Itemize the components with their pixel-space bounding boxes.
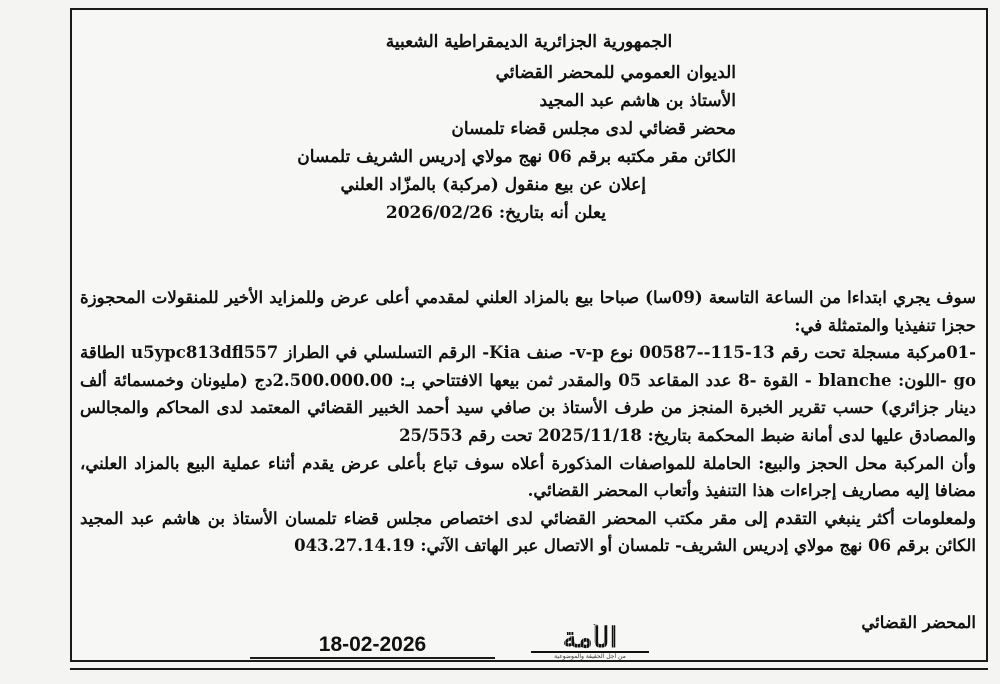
bailiff-name: الأستاذ بن هاشم عبد المجيد — [539, 91, 736, 111]
newspaper-logo-text: الأمة — [562, 621, 618, 654]
notice-date: يعلن أنه بتاريخ: 2026/02/26 — [385, 203, 606, 223]
office-name: الديوان العمومي للمحضر القضائي — [495, 63, 736, 83]
announcement-body — [80, 284, 976, 560]
body-paragraph-intro: سوف يجري ابتداءا من الساعة التاسعة (09سا) صباحا بيع بالمزاد العلني لمقدمي أعلى عرض وللمزايد الأخير للمنقولات المحجوزة حجزا تنفيذيا والمتمثلة في: — [80, 288, 977, 335]
publication-date: 18-02-2026 — [250, 633, 495, 659]
body-paragraph-contact: ولمعلومات أكثر ينبغي التقدم إلى مقر مكتب المحضر القضائي لدى اختصاص مجلس قضاء تلمسان الأستاذ بن هاشم عبد المجيد الكائن برقم 06 نهج مولاي إدريس الشريف- تلمسان أو الاتصال عبر الهاتف الآتي: 043.27.14.19 — [80, 508, 976, 556]
announcement-frame — [70, 8, 988, 662]
newspaper-logo — [530, 621, 650, 660]
republic-heading: الجمهورية الجزائرية الديمقراطية الشعبية — [385, 32, 673, 52]
body-paragraph-conditions: وأن المركبة محل الحجز والبيع: الحاملة للمواصفات المذكورة أعلاه سوف تباع بأعلى عرض يقدم أثناء عملية البيع بالمزاد العلني، مضافا إليه مصاريف إجراءات هذا التنفيذ وأتعاب المحضر القضائي. — [80, 453, 976, 501]
notice-title: إعلان عن بيع منقول (مركبة) بالمزّاد العلني — [340, 175, 646, 195]
court-line: محضر قضائي لدى مجلس قضاء تلمسان — [451, 119, 736, 139]
signature: المحضر القضائي — [861, 613, 976, 632]
office-address: الكائن مقر مكتبه برقم 06 نهج مولاي إدريس الشريف تلمسان — [297, 147, 736, 167]
body-paragraph-vehicle: -01مركبة مسجلة تحت رقم 13-115--00587 نوع v-p- صنف Kia- الرقم التسلسلي في الطراز u5ypc813dfl557 الطاقة go -اللون: blanche - القوة -8 عدد المقاعد 05 والمقدر ثمن بيعها الافتتاحي بـ: 2.500.000.00دج (مليونان وخمسمائة ألف دينار جزائري) حسب تقرير الخبرة المنجز من طرف الأستاذ بن صافي سيد أحمد الخبير القضائي المعتمد لدى المحاكم والمجالس والمصادق عليها لدى أمانة ضبط المحكمة بتاريخ: 2025/11/18 تحت رقم 25/553 — [80, 343, 977, 445]
next-item-border — [70, 668, 988, 670]
newspaper-tagline: من أجل الحقيقة والموضوعية — [554, 653, 626, 660]
